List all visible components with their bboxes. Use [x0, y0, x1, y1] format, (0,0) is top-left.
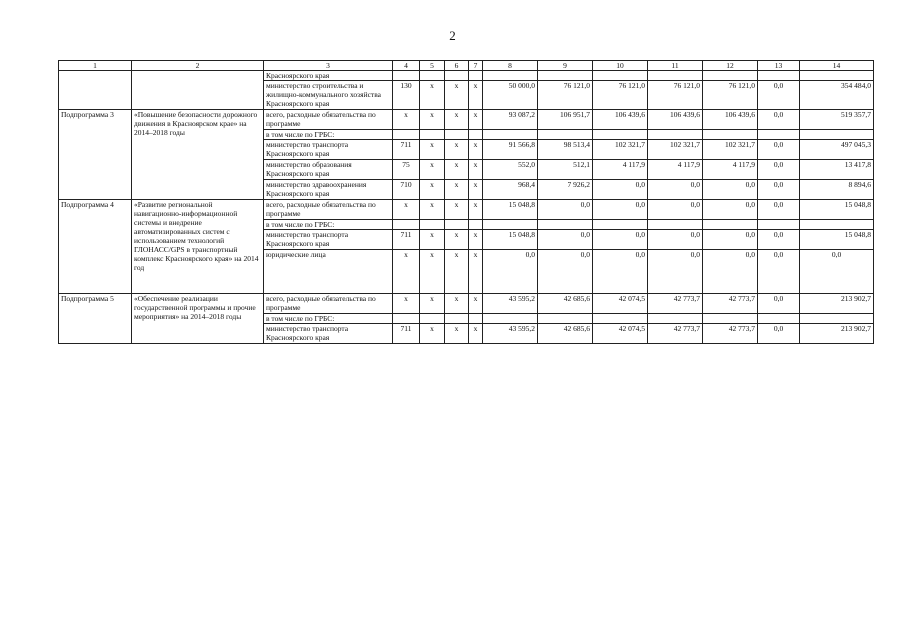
cell: х	[420, 110, 445, 130]
cell: 0,0	[538, 230, 593, 250]
cell: 0,0	[648, 180, 703, 200]
cell: 0,0	[758, 140, 800, 160]
cell: 8 894,6	[800, 180, 874, 200]
cell: 42 773,7	[703, 324, 758, 344]
cell: 0,0	[758, 200, 800, 220]
col-header: 2	[132, 61, 264, 71]
row-label: министерство строительства и жилищно-коммунального хозяйства Красноярского края	[264, 81, 393, 110]
col-header: 5	[420, 61, 445, 71]
col-header: 8	[483, 61, 538, 71]
cell: 91 566,8	[483, 140, 538, 160]
empty-cell	[59, 71, 132, 110]
cell: 106 439,6	[593, 110, 648, 130]
cell: 4 117,9	[648, 160, 703, 180]
cell: х	[445, 140, 469, 160]
cell: х	[469, 110, 483, 130]
cell: 4 117,9	[593, 160, 648, 180]
col-header: 9	[538, 61, 593, 71]
cell: 76 121,0	[648, 81, 703, 110]
cell: х	[420, 180, 445, 200]
row-label: министерство образования Красноярского края	[264, 160, 393, 180]
cell: 0,0	[758, 160, 800, 180]
cell: х	[445, 81, 469, 110]
cell: 213 902,7	[800, 294, 874, 314]
cell: 42 773,7	[703, 294, 758, 314]
cell: х	[393, 200, 420, 220]
col-header: 14	[800, 61, 874, 71]
subprogram-title: «Повышение безопасности дорожного движения в Красноярском крае» на 2014–2018 годы	[132, 110, 264, 200]
cell: 213 902,7	[800, 324, 874, 344]
cell: х	[420, 230, 445, 250]
cell: 106 439,6	[703, 110, 758, 130]
cell: х	[469, 294, 483, 314]
cell: х	[420, 140, 445, 160]
cell: 42 773,7	[648, 294, 703, 314]
cell: 0,0	[593, 200, 648, 220]
cell: х	[469, 81, 483, 110]
cell: х	[469, 160, 483, 180]
cell: 106 951,7	[538, 110, 593, 130]
cell: х	[445, 160, 469, 180]
row-label: министерство транспорта Красноярского края	[264, 324, 393, 344]
cell: 42 074,5	[593, 294, 648, 314]
cell: 519 357,7	[800, 110, 874, 130]
cell: 0,0	[703, 230, 758, 250]
cell: х	[445, 230, 469, 250]
cell: 711	[393, 140, 420, 160]
cell: 93 087,2	[483, 110, 538, 130]
row-label: Красноярского края	[264, 71, 393, 81]
subprogram-name: Подпрограмма 5	[59, 294, 132, 344]
col-header: 6	[445, 61, 469, 71]
cell: х	[393, 250, 420, 294]
row-label: юридические лица	[264, 250, 393, 294]
cell: 15 048,8	[483, 200, 538, 220]
row-label: министерство транспорта Красноярского края	[264, 230, 393, 250]
cell: 0,0	[758, 230, 800, 250]
cell: 0,0	[758, 180, 800, 200]
cell: 0,0	[758, 81, 800, 110]
row-label: в том числе по ГРБС:	[264, 220, 393, 230]
cell: 497 045,3	[800, 140, 874, 160]
cell: 0,0	[758, 294, 800, 314]
cell: 552,0	[483, 160, 538, 180]
cell: х	[469, 324, 483, 344]
cell: х	[469, 250, 483, 294]
cell: х	[469, 230, 483, 250]
cell: 15 048,8	[483, 230, 538, 250]
cell: 43 595,2	[483, 294, 538, 314]
subprogram-name: Подпрограмма 3	[59, 110, 132, 200]
col-header: 12	[703, 61, 758, 71]
cell: 102 321,7	[703, 140, 758, 160]
cell: 15 048,8	[800, 200, 874, 220]
row-label: в том числе по ГРБС:	[264, 130, 393, 140]
col-header: 7	[469, 61, 483, 71]
row-label: в том числе по ГРБС:	[264, 314, 393, 324]
cell: х	[445, 180, 469, 200]
cell: 512,1	[538, 160, 593, 180]
cell: 0,0	[593, 180, 648, 200]
cell: 42 685,6	[538, 294, 593, 314]
col-header: 13	[758, 61, 800, 71]
budget-table	[58, 60, 874, 344]
cell: 711	[393, 324, 420, 344]
table-row	[59, 71, 874, 81]
cell: 0,0	[593, 230, 648, 250]
row-label: всего, расходные обязательства по программе	[264, 200, 393, 220]
cell: 0,0	[483, 250, 538, 294]
cell: 0,0	[703, 180, 758, 200]
table-row	[59, 294, 874, 314]
cell: 0,0	[703, 200, 758, 220]
page-number: 2	[449, 28, 456, 43]
cell: 710	[393, 180, 420, 200]
cell: х	[420, 160, 445, 180]
cell: 0,0	[758, 110, 800, 130]
cell: 42 685,6	[538, 324, 593, 344]
cell: х	[393, 110, 420, 130]
cell: 0,0	[758, 324, 800, 344]
cell: 0,0	[538, 200, 593, 220]
cell: 102 321,7	[593, 140, 648, 160]
cell: 98 513,4	[538, 140, 593, 160]
cell: 0,0	[703, 250, 758, 294]
cell: 711	[393, 230, 420, 250]
cell: х	[420, 324, 445, 344]
cell: 130	[393, 81, 420, 110]
row-label: всего, расходные обязательства по программе	[264, 294, 393, 314]
row-label: министерство здравоохранения Красноярского края	[264, 180, 393, 200]
cell: х	[420, 81, 445, 110]
row-label: министерство транспорта Красноярского края	[264, 140, 393, 160]
cell: 102 321,7	[648, 140, 703, 160]
cell: 7 926,2	[538, 180, 593, 200]
table-row	[59, 110, 874, 130]
cell: х	[445, 294, 469, 314]
col-header: 11	[648, 61, 703, 71]
empty-cell	[132, 71, 264, 110]
cell: 76 121,0	[703, 81, 758, 110]
header-row	[59, 61, 874, 71]
table-row	[59, 200, 874, 220]
cell: х	[420, 250, 445, 294]
cell: 968,4	[483, 180, 538, 200]
col-header: 4	[393, 61, 420, 71]
cell: 0,0	[800, 250, 874, 294]
cell: х	[469, 180, 483, 200]
cell: 0,0	[648, 200, 703, 220]
row-label: всего, расходные обязательства по программе	[264, 110, 393, 130]
cell: х	[445, 324, 469, 344]
cell: х	[445, 110, 469, 130]
cell: 42 074,5	[593, 324, 648, 344]
cell: 76 121,0	[593, 81, 648, 110]
cell: х	[445, 250, 469, 294]
cell: 76 121,0	[538, 81, 593, 110]
subprogram-title: «Развитие региональной навигационно-информационной системы и внедрение автоматизированных систем с использованием технологий ГЛОНАСС/GPS в транспортный комплекс Красноярского края» на 2014 год	[132, 200, 264, 294]
cell: 354 484,0	[800, 81, 874, 110]
cell: 43 595,2	[483, 324, 538, 344]
subprogram-title: «Обеспечение реализации государственной программы и прочие мероприятия» на 2014–2018 годы	[132, 294, 264, 344]
cell: 0,0	[648, 230, 703, 250]
cell: 0,0	[593, 250, 648, 294]
cell: х	[469, 140, 483, 160]
cell: 0,0	[758, 250, 800, 294]
col-header: 3	[264, 61, 393, 71]
cell: х	[469, 200, 483, 220]
subprogram-name: Подпрограмма 4	[59, 200, 132, 294]
cell: 75	[393, 160, 420, 180]
cell: 42 773,7	[648, 324, 703, 344]
cell: х	[420, 294, 445, 314]
col-header: 1	[59, 61, 132, 71]
cell: 4 117,9	[703, 160, 758, 180]
cell: х	[420, 200, 445, 220]
cell: 50 000,0	[483, 81, 538, 110]
cell: 0,0	[538, 250, 593, 294]
cell: 0,0	[648, 250, 703, 294]
cell: 106 439,6	[648, 110, 703, 130]
cell: х	[445, 200, 469, 220]
cell: 15 048,8	[800, 230, 874, 250]
cell: х	[393, 294, 420, 314]
cell: 13 417,8	[800, 160, 874, 180]
col-header: 10	[593, 61, 648, 71]
